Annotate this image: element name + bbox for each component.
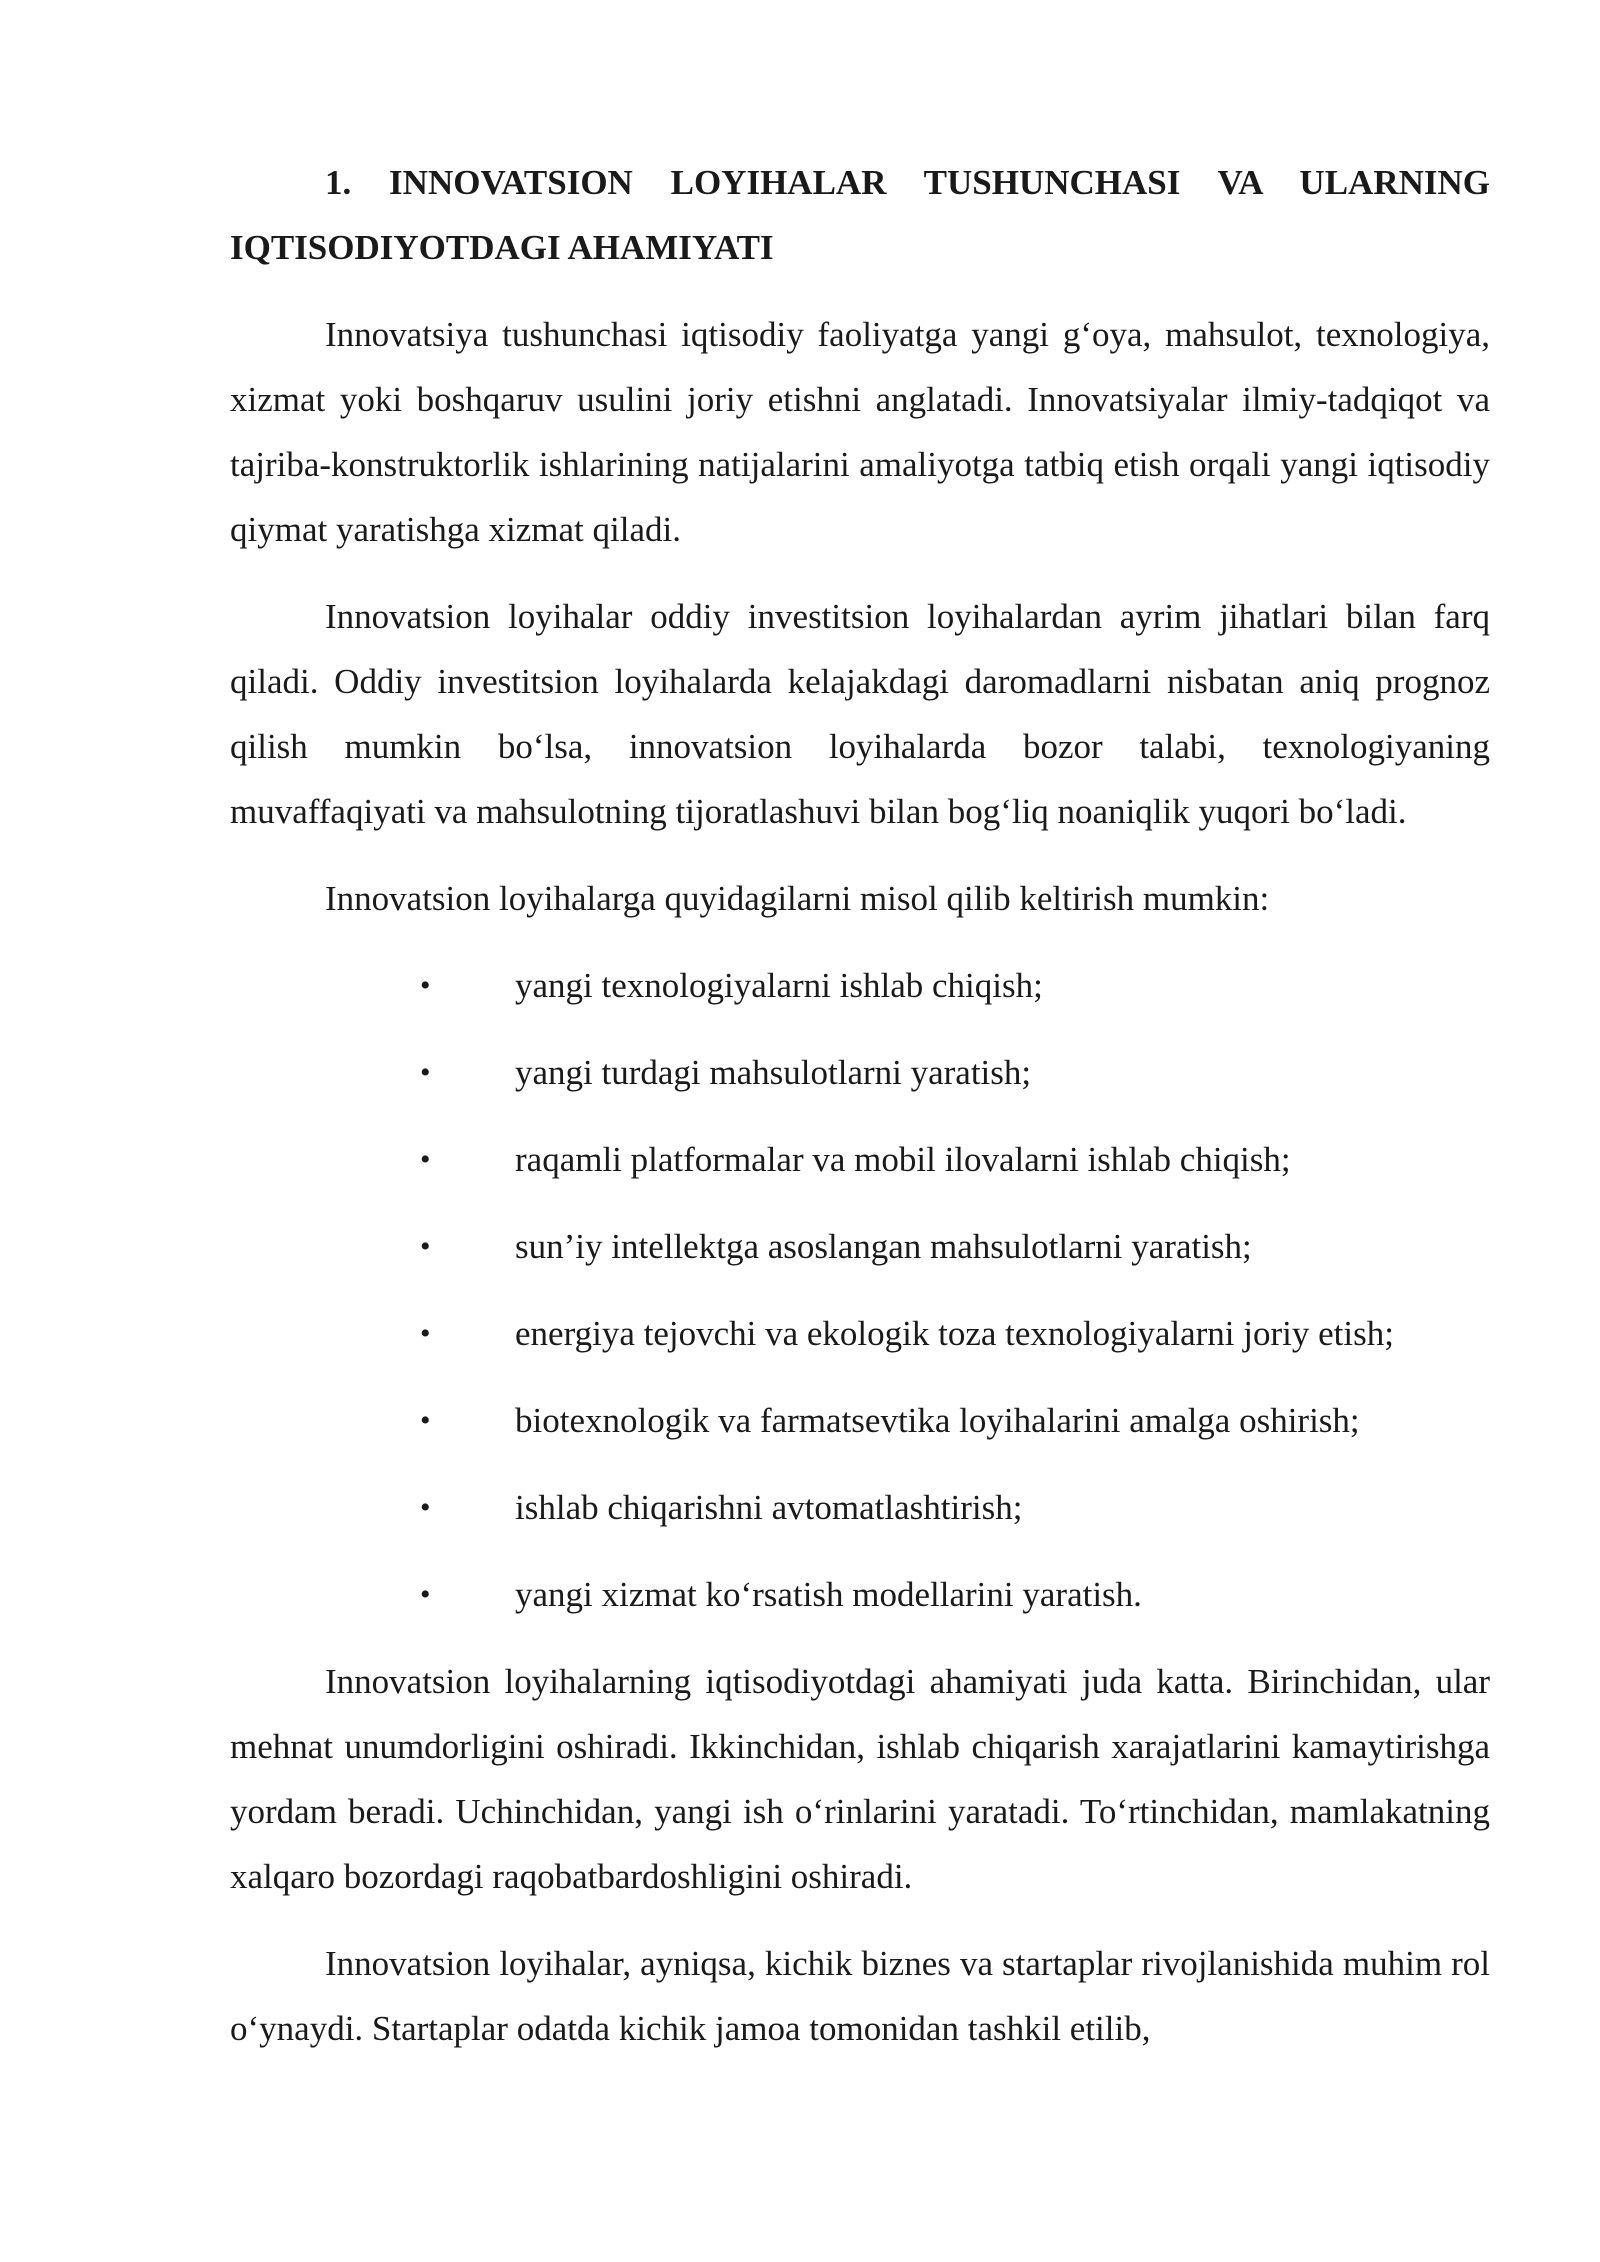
bullet-icon: •: [420, 1317, 431, 1350]
bullet-icon: •: [420, 1491, 431, 1524]
list-item: [230, 1040, 1490, 1105]
section-heading: 1. INNOVATSION LOYIHALAR TUSHUNCHASI VA ULARNING IQTISODIYOTDAGI AHAMIYATI: [230, 163, 1490, 267]
list-item-text: yangi turdagi mahsulotlarni yaratish;: [515, 1053, 1032, 1092]
paragraph-innovation-definition: Innovatsiya tushunchasi iqtisodiy faoliyatga yangi g‘oya, mahsulot, texnologiya, xizmat yoki boshqaruv usulini joriy etishni anglatadi. Innovatsiyalar ilmiy-tadqiqot va tajriba-konstruktorlik ishlarining natijalarini amaliyotga tatbiq etish orqali yangi iqtisodiy qiymat yaratishga xizmat qiladi.: [230, 315, 1490, 549]
list-item: [230, 1214, 1490, 1279]
bullet-icon: •: [420, 1230, 431, 1263]
bullet-icon: •: [420, 969, 431, 1002]
paragraph-economic-importance: Innovatsion loyihalarning iqtisodiyotdagi ahamiyati juda katta. Birinchidan, ular mehnat unumdorligini oshiradi. Ikkinchidan, ishlab chiqarish xarajatlarini kamaytirishga yordam beradi. Uchinchidan, yangi ish o‘rinlarini yaratadi. To‘rtinchidan, mamlakatning xalqaro bozordagi raqobatbardoshligini oshiradi.: [230, 1662, 1490, 1896]
examples-list: [230, 953, 1490, 1627]
list-item: [230, 953, 1490, 1018]
paragraph-startups: Innovatsion loyihalar, ayniqsa, kichik biznes va startaplar rivojlanishida muhim rol o‘ynaydi. Startaplar odatda kichik jamoa tomonidan tashkil etilib,: [230, 1944, 1490, 2048]
list-item: [230, 1475, 1490, 1540]
list-item-text: yangi xizmat ko‘rsatish modellarini yaratish.: [515, 1575, 1142, 1614]
list-item-text: yangi texnologiyalarni ishlab chiqish;: [515, 966, 1043, 1005]
bullet-icon: •: [420, 1578, 431, 1611]
document-page: [230, 150, 1490, 2083]
paragraph-innovative-vs-investment: Innovatsion loyihalar oddiy investitsion loyihalardan ayrim jihatlari bilan farq qiladi. Oddiy investitsion loyihalarda kelajakdagi daromadlarni nisbatan aniq prognoz qilish mumkin bo‘lsa, innovatsion loyihalarda bozor talabi, texnologiyaning muvaffaqiyati va mahsulotning tijoratlashuvi bilan bog‘liq noaniqlik yuqori bo‘ladi.: [230, 597, 1490, 831]
list-item: [230, 1562, 1490, 1627]
bullet-icon: •: [420, 1404, 431, 1437]
list-item-text: ishlab chiqarishni avtomatlashtirish;: [515, 1488, 1023, 1527]
list-item-text: biotexnologik va farmatsevtika loyihalarini amalga oshirish;: [515, 1401, 1360, 1440]
list-item: [230, 1301, 1490, 1366]
list-item-text: sun’iy intellektga asoslangan mahsulotlarni yaratish;: [515, 1227, 1252, 1266]
list-item: [230, 1388, 1490, 1453]
list-item: [230, 1127, 1490, 1192]
paragraph-examples-intro: Innovatsion loyihalarga quyidagilarni misol qilib keltirish mumkin:: [325, 879, 1270, 918]
bullet-icon: •: [420, 1143, 431, 1176]
bullet-icon: •: [420, 1056, 431, 1089]
list-item-text: energiya tejovchi va ekologik toza texnologiyalarni joriy etish;: [515, 1314, 1394, 1353]
list-item-text: raqamli platformalar va mobil ilovalarni ishlab chiqish;: [515, 1140, 1291, 1179]
